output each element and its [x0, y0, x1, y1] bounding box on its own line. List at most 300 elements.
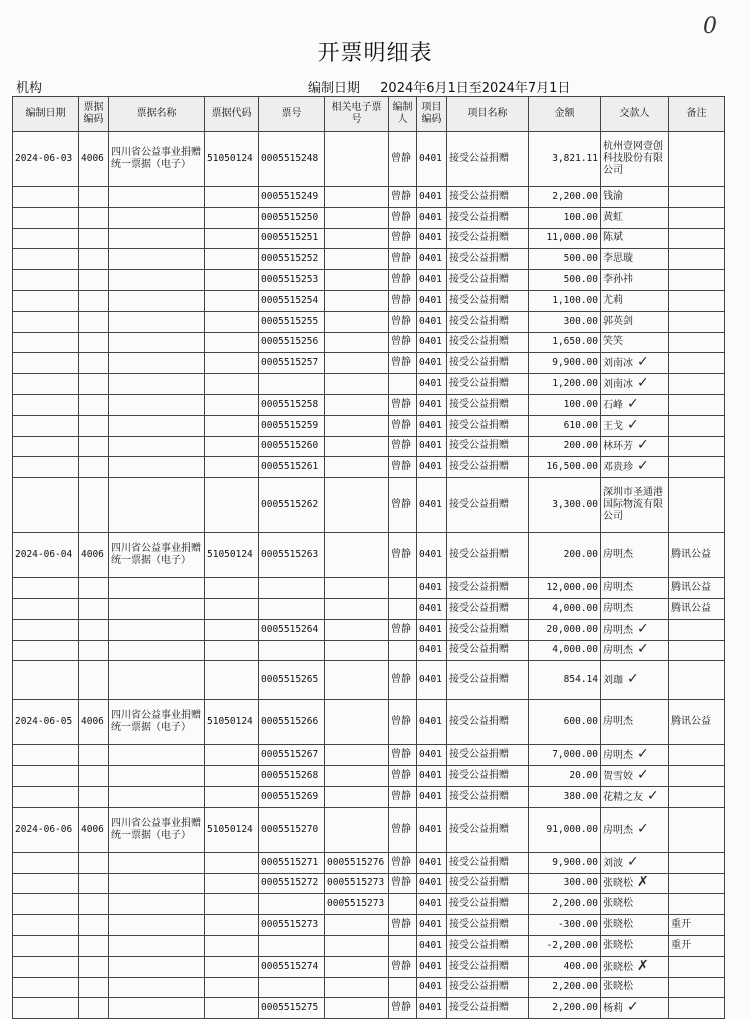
table-row: [13, 290, 725, 311]
cell-project-name: 接受公益捐赠: [447, 290, 529, 311]
cell-project-code: 0401: [417, 598, 447, 619]
cell-bill-code: [79, 290, 109, 311]
cell-maker: 曾静: [389, 290, 417, 311]
cell-project-code: 0401: [417, 394, 447, 415]
cell-bill-prefix: [205, 894, 259, 915]
cell-project-code: 0401: [417, 578, 447, 599]
cell-amount: 610.00: [529, 415, 601, 436]
cell-payer: [601, 290, 669, 311]
cell-bill-code: [79, 935, 109, 956]
handwritten-check-mark: ✓: [637, 767, 649, 784]
cell-bill-no: 0005515274: [259, 956, 325, 977]
cell-bill-code: 4006: [79, 132, 109, 187]
table-row: [13, 311, 725, 332]
cell-note: [669, 786, 725, 807]
cell-related-no: [325, 374, 389, 395]
cell-note: 腾讯公益: [669, 578, 725, 599]
table-row: [13, 807, 725, 852]
cell-date: [13, 935, 79, 956]
cell-bill-code: [79, 852, 109, 873]
cell-project-code: 0401: [417, 852, 447, 873]
payer-name: 张晓松: [603, 878, 633, 890]
table-row: [13, 700, 725, 745]
cell-amount: 500.00: [529, 249, 601, 270]
cell-project-name: 接受公益捐赠: [447, 311, 529, 332]
cell-bill-name: [109, 394, 205, 415]
payer-name: 房明杰: [603, 602, 633, 614]
payer-name: 邓贵珍: [603, 462, 633, 474]
cell-date: [13, 457, 79, 478]
cell-payer: [601, 578, 669, 599]
cell-payer: [601, 619, 669, 640]
cell-project-name: 接受公益捐赠: [447, 187, 529, 208]
cell-payer: [601, 873, 669, 894]
col-header-date: 编制日期: [13, 97, 79, 132]
cell-related-no: [325, 228, 389, 249]
cell-payer: [601, 894, 669, 915]
cell-date: [13, 766, 79, 787]
cell-date: [13, 619, 79, 640]
cell-date: [13, 187, 79, 208]
cell-payer: [601, 436, 669, 457]
cell-amount: 11,000.00: [529, 228, 601, 249]
cell-payer: [601, 415, 669, 436]
cell-amount: 380.00: [529, 786, 601, 807]
cell-related-no: [325, 935, 389, 956]
table-body: [13, 132, 725, 1019]
cell-project-code: 0401: [417, 956, 447, 977]
handwritten-check-mark: ✓: [627, 853, 639, 870]
cell-bill-prefix: [205, 852, 259, 873]
cell-bill-code: [79, 332, 109, 353]
cell-maker: 曾静: [389, 270, 417, 291]
cell-project-code: 0401: [417, 786, 447, 807]
payer-name: 张晓松: [603, 939, 633, 951]
cell-note: [669, 132, 725, 187]
cell-project-code: 0401: [417, 187, 447, 208]
payer-name: 房明杰: [603, 624, 633, 636]
cell-bill-no: [259, 640, 325, 661]
table-row: [13, 374, 725, 395]
cell-payer: [601, 786, 669, 807]
cell-date: [13, 956, 79, 977]
cell-bill-no: 0005515263: [259, 533, 325, 578]
table-row: [13, 228, 725, 249]
cell-project-code: 0401: [417, 661, 447, 700]
cell-project-code: 0401: [417, 249, 447, 270]
cell-related-no: [325, 415, 389, 436]
col-header-maker: 编制人: [389, 97, 417, 132]
cell-project-code: 0401: [417, 619, 447, 640]
cell-related-no: [325, 745, 389, 766]
cell-date: [13, 478, 79, 533]
cell-date: [13, 873, 79, 894]
table-row: [13, 578, 725, 599]
payer-name: 李思璇: [603, 253, 633, 265]
cell-bill-code: [79, 478, 109, 533]
cell-related-no: [325, 207, 389, 228]
cell-bill-code: [79, 640, 109, 661]
payer-name: 黄虹: [603, 211, 623, 223]
cell-maker: [389, 977, 417, 998]
handwritten-check-mark: ✓: [627, 999, 639, 1016]
payer-name: 郭英剑: [603, 315, 633, 327]
cell-bill-name: [109, 270, 205, 291]
cell-payer: [601, 394, 669, 415]
payer-name: 笑笑: [603, 336, 623, 348]
cell-bill-name: [109, 956, 205, 977]
table-row: [13, 640, 725, 661]
cell-payer: [601, 457, 669, 478]
cell-project-code: 0401: [417, 977, 447, 998]
cell-note: [669, 745, 725, 766]
cell-project-name: 接受公益捐赠: [447, 598, 529, 619]
handwritten-check-mark: ✗: [637, 957, 649, 974]
cell-bill-code: [79, 661, 109, 700]
handwritten-check-mark: ✓: [637, 375, 649, 392]
cell-maker: 曾静: [389, 132, 417, 187]
cell-maker: 曾静: [389, 353, 417, 374]
cell-maker: 曾静: [389, 873, 417, 894]
table-row: [13, 207, 725, 228]
cell-maker: 曾静: [389, 661, 417, 700]
cell-amount: 9,900.00: [529, 852, 601, 873]
period-label: 编制日期: [308, 81, 361, 96]
cell-bill-name: [109, 311, 205, 332]
cell-bill-prefix: [205, 332, 259, 353]
cell-note: [669, 290, 725, 311]
cell-amount: 20.00: [529, 766, 601, 787]
cell-bill-name: [109, 578, 205, 599]
col-header-project-code: 项目编码: [417, 97, 447, 132]
cell-note: [669, 311, 725, 332]
cell-bill-code: [79, 270, 109, 291]
cell-bill-name: [109, 661, 205, 700]
payer-name: 刘南冰: [603, 358, 633, 370]
cell-bill-prefix: [205, 640, 259, 661]
cell-related-no: [325, 661, 389, 700]
cell-amount: -300.00: [529, 915, 601, 936]
cell-maker: 曾静: [389, 311, 417, 332]
cell-date: [13, 852, 79, 873]
cell-bill-name: [109, 915, 205, 936]
cell-related-no: [325, 956, 389, 977]
cell-project-name: 接受公益捐赠: [447, 228, 529, 249]
cell-note: [669, 249, 725, 270]
table-row: [13, 353, 725, 374]
cell-amount: 2,200.00: [529, 977, 601, 998]
cell-payer: [601, 852, 669, 873]
handwritten-check-mark: ✓: [637, 620, 649, 637]
cell-related-no: [325, 332, 389, 353]
table-row: [13, 249, 725, 270]
cell-amount: 500.00: [529, 270, 601, 291]
invoice-detail-table: [12, 96, 725, 1019]
cell-bill-no: 0005515265: [259, 661, 325, 700]
cell-bill-name: [109, 249, 205, 270]
cell-bill-name: [109, 207, 205, 228]
payer-name: 刘波: [603, 857, 623, 869]
period-value: 2024年6月1日至2024年7月1日: [380, 81, 571, 96]
cell-bill-no: [259, 894, 325, 915]
cell-related-no: [325, 187, 389, 208]
cell-related-no: [325, 640, 389, 661]
cell-related-no: [325, 478, 389, 533]
cell-project-name: 接受公益捐赠: [447, 478, 529, 533]
cell-project-code: 0401: [417, 228, 447, 249]
cell-bill-no: 0005515250: [259, 207, 325, 228]
cell-note: [669, 270, 725, 291]
cell-bill-code: [79, 873, 109, 894]
cell-bill-code: [79, 956, 109, 977]
cell-note: [669, 807, 725, 852]
cell-payer: [601, 598, 669, 619]
cell-related-no: [325, 977, 389, 998]
cell-amount: 16,500.00: [529, 457, 601, 478]
cell-note: [669, 394, 725, 415]
cell-related-no: [325, 436, 389, 457]
cell-project-name: 接受公益捐赠: [447, 353, 529, 374]
cell-bill-name: [109, 935, 205, 956]
table-row: [13, 786, 725, 807]
cell-bill-no: 0005515269: [259, 786, 325, 807]
cell-amount: 100.00: [529, 394, 601, 415]
cell-project-code: 0401: [417, 915, 447, 936]
cell-amount: 2,200.00: [529, 894, 601, 915]
cell-related-no: [325, 807, 389, 852]
cell-payer: [601, 353, 669, 374]
cell-note: [669, 374, 725, 395]
cell-related-no: 0005515276: [325, 852, 389, 873]
cell-bill-no: 0005515261: [259, 457, 325, 478]
cell-maker: [389, 578, 417, 599]
cell-bill-no: [259, 374, 325, 395]
cell-date: 2024-06-06: [13, 807, 79, 852]
cell-payer: [601, 132, 669, 187]
cell-related-no: [325, 915, 389, 936]
payer-name: 张晓松: [603, 961, 633, 973]
payer-name: 林环芳: [603, 441, 633, 453]
cell-project-code: 0401: [417, 873, 447, 894]
cell-payer: [601, 745, 669, 766]
cell-note: [669, 894, 725, 915]
handwritten-check-mark: ✓: [637, 641, 649, 658]
cell-project-name: 接受公益捐赠: [447, 578, 529, 599]
cell-project-name: 接受公益捐赠: [447, 873, 529, 894]
cell-date: [13, 311, 79, 332]
table-row: [13, 894, 725, 915]
cell-bill-prefix: [205, 915, 259, 936]
cell-related-no: 0005515273: [325, 894, 389, 915]
cell-bill-no: [259, 935, 325, 956]
cell-bill-name: 四川省公益事业捐赠统一票据（电子）: [109, 533, 205, 578]
handwritten-check-mark: ✗: [637, 874, 649, 891]
cell-amount: 2,200.00: [529, 998, 601, 1019]
cell-bill-name: [109, 873, 205, 894]
cell-date: [13, 894, 79, 915]
cell-project-code: 0401: [417, 935, 447, 956]
cell-related-no: [325, 353, 389, 374]
cell-date: 2024-06-05: [13, 700, 79, 745]
cell-bill-prefix: [205, 353, 259, 374]
cell-bill-prefix: [205, 977, 259, 998]
cell-bill-name: [109, 598, 205, 619]
cell-bill-no: 0005515273: [259, 915, 325, 936]
cell-date: [13, 290, 79, 311]
cell-note: [669, 852, 725, 873]
cell-amount: 100.00: [529, 207, 601, 228]
cell-bill-prefix: [205, 415, 259, 436]
cell-project-name: 接受公益捐赠: [447, 332, 529, 353]
payer-name: 尤莉: [603, 294, 623, 306]
cell-bill-prefix: 51050124: [205, 533, 259, 578]
cell-amount: 200.00: [529, 436, 601, 457]
cell-payer: [601, 956, 669, 977]
cell-date: 2024-06-03: [13, 132, 79, 187]
cell-date: [13, 207, 79, 228]
cell-bill-no: 0005515260: [259, 436, 325, 457]
cell-bill-name: [109, 353, 205, 374]
payer-name: 杭州壹网壹创科技股份有限公司: [603, 141, 663, 176]
cell-payer: [601, 998, 669, 1019]
cell-bill-prefix: [205, 619, 259, 640]
cell-note: [669, 436, 725, 457]
cell-bill-prefix: [205, 436, 259, 457]
cell-date: [13, 436, 79, 457]
cell-maker: [389, 598, 417, 619]
cell-amount: 20,000.00: [529, 619, 601, 640]
cell-note: 腾讯公益: [669, 598, 725, 619]
period-line: [308, 77, 570, 96]
cell-payer: [601, 766, 669, 787]
cell-bill-prefix: [205, 786, 259, 807]
cell-bill-prefix: [205, 394, 259, 415]
cell-bill-prefix: [205, 745, 259, 766]
table-row: [13, 332, 725, 353]
cell-payer: [601, 249, 669, 270]
cell-bill-code: [79, 619, 109, 640]
cell-amount: 1,200.00: [529, 374, 601, 395]
cell-note: [669, 619, 725, 640]
cell-related-no: [325, 249, 389, 270]
cell-maker: 曾静: [389, 766, 417, 787]
cell-related-no: [325, 619, 389, 640]
handwritten-check-mark: ✓: [627, 416, 639, 433]
cell-note: [669, 766, 725, 787]
col-header-project-name: 项目名称: [447, 97, 529, 132]
table-row: [13, 873, 725, 894]
cell-project-name: 接受公益捐赠: [447, 661, 529, 700]
cell-note: [669, 873, 725, 894]
cell-project-name: 接受公益捐赠: [447, 935, 529, 956]
cell-payer: [601, 270, 669, 291]
handwritten-check-mark: ✓: [627, 671, 639, 688]
table-row: [13, 915, 725, 936]
cell-project-name: 接受公益捐赠: [447, 956, 529, 977]
payer-name: 房明杰: [603, 824, 633, 836]
table-row: [13, 533, 725, 578]
cell-bill-prefix: [205, 661, 259, 700]
cell-bill-code: [79, 894, 109, 915]
payer-name: 刘珈: [603, 675, 623, 687]
cell-bill-no: 0005515256: [259, 332, 325, 353]
cell-bill-prefix: [205, 270, 259, 291]
cell-bill-code: [79, 353, 109, 374]
cell-bill-name: [109, 332, 205, 353]
cell-date: [13, 270, 79, 291]
cell-note: [669, 457, 725, 478]
handwritten-check-mark: ✓: [627, 395, 639, 412]
cell-bill-prefix: [205, 478, 259, 533]
cell-bill-code: [79, 457, 109, 478]
cell-project-code: 0401: [417, 374, 447, 395]
cell-date: 2024-06-04: [13, 533, 79, 578]
cell-payer: [601, 332, 669, 353]
cell-date: [13, 786, 79, 807]
cell-project-name: 接受公益捐赠: [447, 619, 529, 640]
cell-amount: 2,200.00: [529, 187, 601, 208]
cell-date: [13, 640, 79, 661]
table-row: [13, 415, 725, 436]
cell-maker: 曾静: [389, 228, 417, 249]
cell-bill-no: 0005515252: [259, 249, 325, 270]
cell-project-name: 接受公益捐赠: [447, 249, 529, 270]
cell-payer: [601, 311, 669, 332]
cell-amount: 200.00: [529, 533, 601, 578]
cell-maker: 曾静: [389, 207, 417, 228]
cell-date: [13, 977, 79, 998]
cell-amount: 3,821.11: [529, 132, 601, 187]
cell-project-code: 0401: [417, 332, 447, 353]
cell-amount: 7,000.00: [529, 745, 601, 766]
cell-maker: [389, 374, 417, 395]
cell-note: [669, 353, 725, 374]
cell-bill-prefix: [205, 457, 259, 478]
cell-payer: [601, 533, 669, 578]
cell-maker: [389, 640, 417, 661]
cell-project-code: 0401: [417, 290, 447, 311]
cell-bill-code: [79, 207, 109, 228]
cell-project-name: 接受公益捐赠: [447, 436, 529, 457]
cell-bill-name: [109, 766, 205, 787]
cell-bill-name: [109, 852, 205, 873]
cell-project-name: 接受公益捐赠: [447, 394, 529, 415]
cell-bill-name: [109, 374, 205, 395]
cell-note: 重开: [669, 935, 725, 956]
cell-bill-code: [79, 998, 109, 1019]
cell-related-no: [325, 290, 389, 311]
cell-date: [13, 249, 79, 270]
cell-payer: [601, 640, 669, 661]
col-header-bill-prefix: 票据代码: [205, 97, 259, 132]
cell-bill-name: [109, 478, 205, 533]
cell-project-code: 0401: [417, 640, 447, 661]
cell-bill-no: 0005515258: [259, 394, 325, 415]
cell-bill-code: [79, 187, 109, 208]
cell-amount: 3,300.00: [529, 478, 601, 533]
cell-project-name: 接受公益捐赠: [447, 894, 529, 915]
cell-amount: 12,000.00: [529, 578, 601, 599]
cell-project-code: 0401: [417, 533, 447, 578]
cell-note: [669, 998, 725, 1019]
cell-amount: 400.00: [529, 956, 601, 977]
cell-bill-name: [109, 894, 205, 915]
payer-name: 王戈: [603, 420, 623, 432]
cell-project-name: 接受公益捐赠: [447, 766, 529, 787]
cell-project-name: 接受公益捐赠: [447, 998, 529, 1019]
cell-amount: 1,100.00: [529, 290, 601, 311]
cell-date: [13, 415, 79, 436]
